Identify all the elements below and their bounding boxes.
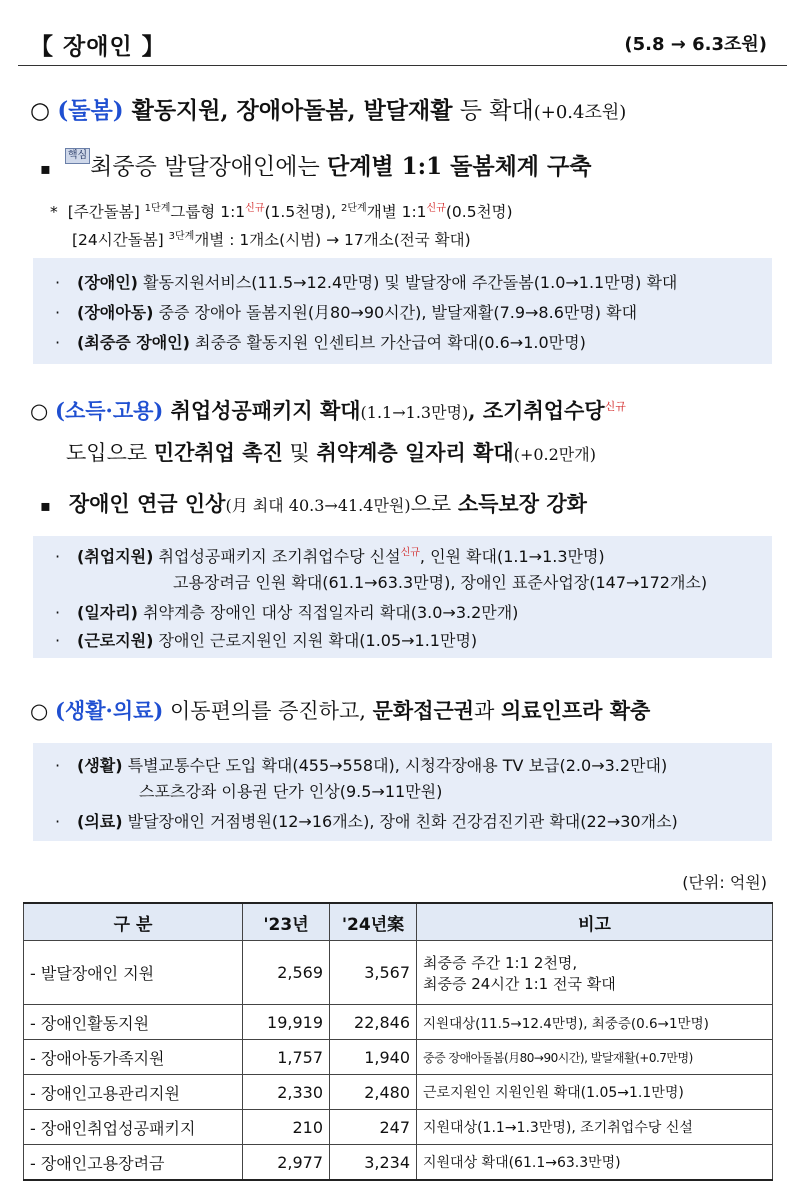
row-label: (취업지원) (77, 547, 154, 566)
care-detail-box (33, 258, 772, 364)
care-key-bold: 단계별 1:1 돌봄체계 구축 (326, 153, 592, 180)
row-text: 최중증 활동지원 인센티브 가산급여 확대(0.6→1.0만명) (189, 333, 586, 352)
header-divider (18, 65, 787, 66)
care-detail-row (55, 300, 637, 323)
row-2023: 2,330 (243, 1075, 330, 1110)
table-row (24, 1145, 773, 1181)
section-life-heading (30, 695, 650, 725)
row-name: - 장애인취업성공패키지 (24, 1110, 243, 1145)
section-text: 이동편의를 증진하고, (163, 699, 373, 723)
circle-bullet: ○ (30, 699, 49, 723)
table-row (24, 1110, 773, 1145)
section-text: 과 (474, 699, 502, 723)
dot-bullet: · (55, 273, 61, 292)
income-detail-row (55, 544, 605, 567)
pension-text-bold: 소득보장 강화 (457, 491, 587, 516)
row-text: , 인원 확대(1.1→1.3만명) (419, 547, 605, 566)
dot-bullet: · (55, 603, 61, 622)
section-care-heading (30, 92, 626, 125)
row-note: 중증 장애아돌봄(月80→90시간), 발달재활(+0.7만명) (417, 1040, 773, 1075)
row-note (417, 941, 773, 1005)
section-amount: (+0.2만개) (513, 445, 596, 464)
row-label: (생활) (77, 756, 123, 775)
care-key-point (40, 148, 591, 181)
row-label: (최중증 장애인) (77, 333, 190, 352)
section-text-bold: 문화접근권 (372, 698, 475, 723)
dot-bullet: · (55, 756, 61, 775)
square-bullet: ▪ (40, 158, 51, 178)
income-detail-row-cont: 고용장려금 인원 확대(61.1→63.3만명), 장애인 표준사업장(147→172개소) (173, 573, 708, 592)
row-2024: 22,846 (330, 1005, 417, 1040)
income-detail-row (55, 628, 477, 651)
page-title: 【 장애인 】 (30, 34, 166, 60)
row-label: (근로지원) (77, 631, 154, 650)
row-2023: 2,977 (243, 1145, 330, 1181)
col-header: 구 분 (24, 903, 243, 941)
col-header: 비고 (417, 903, 773, 941)
row-label: (일자리) (77, 603, 138, 622)
step-sup: 2단계 (341, 202, 367, 214)
row-2024: 1,940 (330, 1040, 417, 1075)
square-bullet: ▪ (40, 496, 51, 515)
dot-bullet: · (55, 812, 61, 831)
circle-bullet: ○ (30, 98, 51, 124)
row-text: 발달장애인 거점병원(12→16개소), 장애 친화 건강검진기관 확대(22→30개소) (122, 812, 678, 831)
life-detail-row-cont: 스포츠강좌 이용권 단가 인상(9.5→11만원) (139, 782, 443, 801)
section-text: 취업성공패키지 확대 (163, 398, 361, 423)
dot-bullet: · (55, 547, 61, 566)
section-care-tail: 등 확대 (452, 98, 534, 124)
life-detail-row (55, 809, 678, 832)
row-name: - 장애아동가족지원 (24, 1040, 243, 1075)
care-detail-row (55, 330, 586, 353)
section-text: 및 (282, 441, 317, 465)
table-row (24, 941, 773, 1005)
row-2023: 1,757 (243, 1040, 330, 1075)
income-detail-row (55, 600, 518, 623)
table-header-row (24, 903, 773, 941)
pension-point (40, 488, 587, 518)
row-label: (의료) (77, 812, 123, 831)
row-note: 근로지원인 지원인원 확대(1.05→1.1만명) (417, 1075, 773, 1110)
row-2024: 3,567 (330, 941, 417, 1005)
note-text: 개별 : 1개소(시범) → 17개소(전국 확대) (194, 231, 471, 249)
category-life: (생활·의료) (55, 698, 164, 723)
unit-label: (단위: 억원) (682, 873, 767, 892)
row-name: - 장애인고용장려금 (24, 1145, 243, 1181)
key-tag: 핵심 (65, 148, 90, 164)
row-name: - 발달장애인 지원 (24, 941, 243, 1005)
col-header: '23년 (243, 903, 330, 941)
note-text: (0.5천명) (445, 203, 513, 221)
step-sup: 3단계 (168, 230, 195, 242)
section-text-bold: 의료인프라 확충 (501, 698, 651, 723)
life-detail-box (33, 743, 772, 841)
section-text: , 조기취업수당 (468, 398, 605, 423)
row-name: - 장애인활동지원 (24, 1005, 243, 1040)
row-text: 활동지원서비스(11.5→12.4만명) 및 발달장애 주간돌봄(1.0→1.1만명) 확대 (138, 273, 678, 292)
new-mark: 신규 (426, 202, 446, 214)
row-2023: 210 (243, 1110, 330, 1145)
row-2023: 2,569 (243, 941, 330, 1005)
note-star: * (50, 203, 58, 221)
section-income-heading (30, 395, 626, 425)
table-row (24, 1005, 773, 1040)
pension-text: 장애인 연금 인상 (68, 491, 226, 516)
dot-bullet: · (55, 303, 61, 322)
row-text: 중증 장애아 돌봄지원(月80→90시간), 발달재활(7.9→8.6만명) 확대 (153, 303, 638, 322)
new-mark: 신규 (400, 547, 420, 559)
note-line: 최중증 주간 1:1 2천명, (423, 953, 578, 972)
budget-range: (5.8 → 6.3조원) (624, 34, 767, 55)
row-text: 장애인 근로지원인 지원 확대(1.05→1.1만명) (153, 631, 478, 650)
row-text: 취약계층 장애인 대상 직접일자리 확대(3.0→3.2만개) (138, 603, 519, 622)
pension-text: 으로 (410, 492, 458, 516)
row-name: - 장애인고용관리지원 (24, 1075, 243, 1110)
row-2024: 2,480 (330, 1075, 417, 1110)
row-text: 특별교통수단 도입 확대(455→558대), 시청각장애용 TV 보급(2.0→3.2만대) (122, 756, 668, 775)
row-note: 지원대상 확대(61.1→63.3만명) (417, 1145, 773, 1181)
dot-bullet: · (55, 333, 61, 352)
row-2024: 247 (330, 1110, 417, 1145)
note-text: 개별 1:1 (366, 203, 427, 221)
row-note: 지원대상(11.5→12.4만명), 최중증(0.6→1만명) (417, 1005, 773, 1040)
note-day-care (50, 200, 513, 222)
care-detail-row (55, 270, 677, 293)
pension-amount: (月 최대 40.3→41.4만원) (225, 496, 411, 515)
row-note: 지원대상(1.1→1.3만명), 조기취업수당 신설 (417, 1110, 773, 1145)
new-mark: 신규 (604, 400, 626, 413)
new-mark: 신규 (245, 202, 265, 214)
dot-bullet: · (55, 631, 61, 650)
section-income-line2 (66, 437, 596, 467)
budget-table (23, 902, 773, 1181)
row-label: (장애아동) (77, 303, 154, 322)
note-text: (1.5천명), (264, 203, 342, 221)
row-label: (장애인) (77, 273, 138, 292)
col-header: '24년案 (330, 903, 417, 941)
section-amount: (1.1→1.3만명) (360, 403, 469, 422)
row-2023: 19,919 (243, 1005, 330, 1040)
row-text: 취업성공패키지 조기취업수당 신설 (153, 547, 401, 566)
section-care-main: 활동지원, 장애아돌봄, 발달재활 (123, 97, 453, 124)
table-row (24, 1040, 773, 1075)
note-text: [주간돌봄] (67, 203, 145, 221)
note-text: [24시간돌봄] (72, 231, 169, 249)
category-care: (돌봄) (57, 97, 124, 124)
income-detail-box (33, 536, 772, 658)
care-key-text: 최중증 발달장애인에는 (90, 154, 327, 180)
note-line: 최중증 24시간 1:1 전국 확대 (423, 974, 616, 993)
circle-bullet: ○ (30, 399, 49, 423)
section-text-bold: 민간취업 촉진 (153, 440, 283, 465)
life-detail-row (55, 753, 667, 776)
step-sup: 1단계 (144, 202, 171, 214)
row-2024: 3,234 (330, 1145, 417, 1181)
table-row (24, 1075, 773, 1110)
note-text: 그룹형 1:1 (170, 203, 246, 221)
section-care-amount: (+0.4조원) (533, 102, 627, 123)
section-text: 도입으로 (66, 441, 154, 465)
note-24h-care (72, 228, 471, 250)
category-income: (소득·고용) (55, 398, 164, 423)
section-text-bold: 취약계층 일자리 확대 (316, 440, 514, 465)
